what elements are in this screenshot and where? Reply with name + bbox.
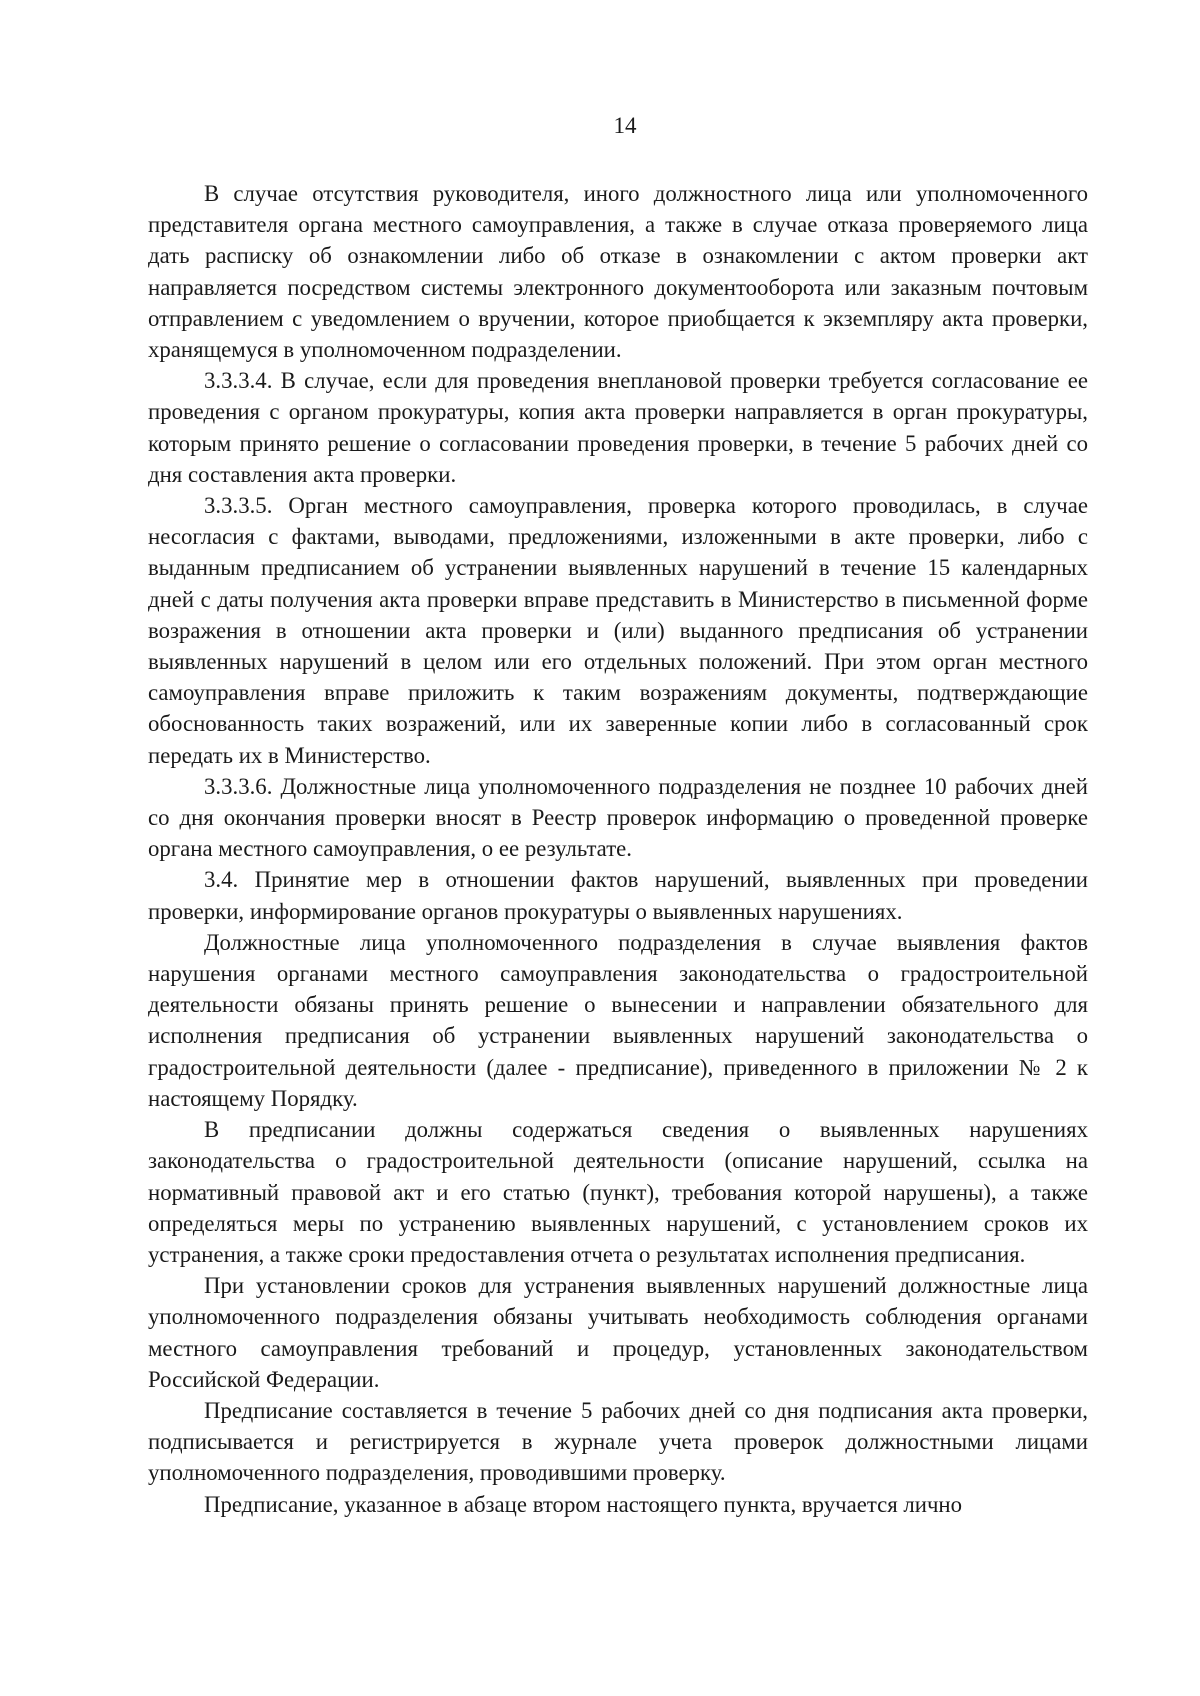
page-number: 14 [613, 113, 637, 138]
paragraph-3-4-heading: 3.4. Принятие мер в отношении фактов нарушений, выявленных при проведении проверки, информирование органов прокуратуры о выявленных нарушениях. [148, 867, 1088, 924]
paragraph-prescription-drafting: Предписание составляется в течение 5 рабочих дней со дня подписания акта проверки, подписывается и регистрируется в журнале учета проверок должностными лицами уполномоченного подразделения, проводившими проверку. [148, 1397, 1088, 1486]
paragraph-3-3-3-6: 3.3.3.6. Должностные лица уполномоченного подразделения не позднее 10 рабочих дней со дня окончания проверки вносят в Реестр проверок информацию о проведенной проверке органа местного самоуправления, о ее результате. [148, 773, 1088, 862]
paragraph-3-3-3-4: 3.3.3.4. В случае, если для проведения внеплановой проверки требуется согласование ее проведения с органом прокуратуры, копия акта проверки направляется в орган прокуратуры, которым принято решение о согласовании проведения проверки, в течение 5 рабочих дней со дня составления акта проверки. [148, 368, 1088, 487]
paragraph-absence-of-head: В случае отсутствия руководителя, иного должностного лица или уполномоченного представителя органа местного самоуправления, а также в случае отказа проверяемого лица дать расписку об ознакомлении либо об отказе в ознакомлении с актом проверки акт направляется посредством системы электронного документооборота или заказным почтовым отправлением с уведомлением о вручении, которое приобщается к экземпляру акта проверки, хранящемуся в уполномоченном подразделении. [148, 181, 1088, 363]
paragraph-prescription-contents: В предписании должны содержаться сведения о выявленных нарушениях законодательства о градостроительной деятельности (описание нарушений, ссылка на нормативный правовой акт и его статью (пункт), требования которой нарушены), а также определяться меры по устранению выявленных нарушений, с установлением сроков их устранения, а также сроки предоставления отчета о результатах исполнения предписания. [148, 1117, 1088, 1267]
paragraph-prescription-delivery: Предписание, указанное в абзаце втором настоящего пункта, вручается лично [204, 1491, 963, 1517]
document-body [148, 178, 1088, 1520]
paragraph-deadlines: При установлении сроков для устранения выявленных нарушений должностные лица уполномоченного подразделения обязаны учитывать необходимость соблюдения органами местного самоуправления требований и процедур, установленных законодательством Российской Федерации. [148, 1273, 1088, 1392]
paragraph-3-3-3-5: 3.3.3.5. Орган местного самоуправления, проверка которого проводилась, в случае несогласия с фактами, выводами, предложениями, изложенными в акте проверки, либо с выданным предписанием об устранении выявленных нарушений в течение 15 календарных дней с даты получения акта проверки вправе представить в Министерство в письменной форме возражения в отношении акта проверки и (или) выданного предписания об устранении выявленных нарушений в целом или его отдельных положений. При этом орган местного самоуправления вправе приложить к таким возражениям документы, подтверждающие обоснованность таких возражений, или их заверенные копии либо в согласованный срок передать их в Министерство. [148, 493, 1088, 768]
paragraph-officials-obligations: Должностные лица уполномоченного подразделения в случае выявления фактов нарушения органами местного самоуправления законодательства о градостроительной деятельности обязаны принять решение о вынесении и направлении обязательного для исполнения предписания об устранении выявленных нарушений законодательства о градостроительной деятельности (далее - предписание), приведенного в приложении № 2 к настоящему Порядку. [148, 929, 1088, 1111]
